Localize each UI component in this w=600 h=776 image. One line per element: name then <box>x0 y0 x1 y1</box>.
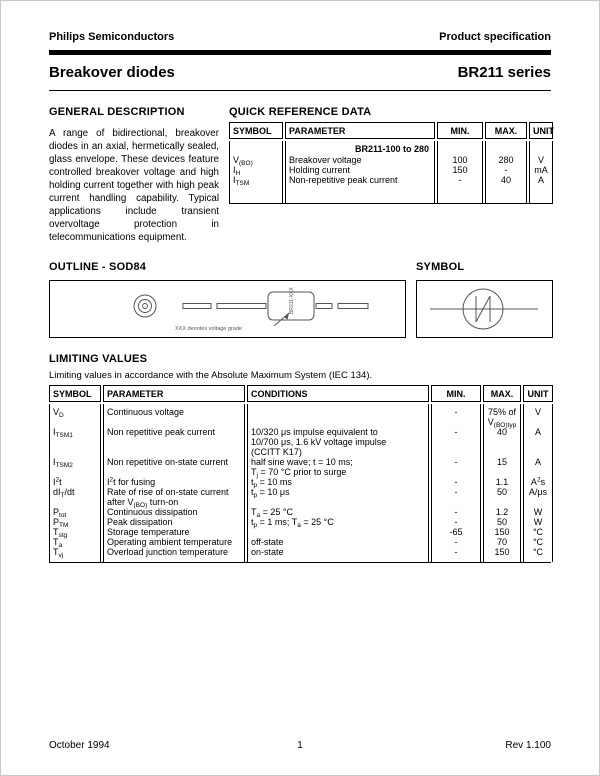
cell-min: - <box>431 477 481 487</box>
general-description-heading: GENERAL DESCRIPTION <box>49 106 185 118</box>
cell-unit: W <box>523 517 553 527</box>
limiting-table-body <box>49 404 551 563</box>
cell-parameter: Non repetitive on-state current <box>103 457 245 477</box>
main-columns <box>49 106 554 247</box>
cell-min: - <box>431 404 481 427</box>
cell-parameter: Non repetitive peak current <box>103 427 245 457</box>
cell-conditions: on-state <box>247 547 429 562</box>
column-header-parameter: PARAMETER <box>285 122 435 139</box>
cell-min: - <box>431 487 481 507</box>
table-row <box>49 457 551 477</box>
column-header-min: MIN. <box>431 385 481 402</box>
quick-reference-heading: QUICK REFERENCE DATA <box>229 106 372 118</box>
cell-parameter: Continuous dissipation <box>103 507 245 517</box>
symbol-heading: SYMBOL <box>416 261 465 273</box>
limiting-values-note: Limiting values in accordance with the Absolute Maximum System (IEC 134). <box>49 370 373 381</box>
cell-parameter: Operating ambient temperature <box>103 537 245 547</box>
cell-symbol: $dI_T/dt$ <box>49 487 101 507</box>
cell-unit: A <box>523 427 553 457</box>
footer-date: October 1994 <box>49 740 110 751</box>
circuit-symbol-box <box>416 280 553 338</box>
end-view-outer-circle <box>134 295 156 317</box>
title-row <box>49 64 551 81</box>
page-title: Breakover diodes <box>49 64 175 81</box>
column-header-symbol: SYMBOL <box>49 385 101 402</box>
cell-symbol: $V_D$ <box>49 404 101 427</box>
cell-max: 50 <box>483 517 521 527</box>
cell-max: 150 <box>483 547 521 562</box>
cell-symbol: $V_{(BO)}$ $I_H$ $I_{TSM}$ <box>229 141 283 203</box>
cell-max: 150 <box>483 527 521 537</box>
cell-unit: A <box>523 457 553 477</box>
table-row <box>49 537 551 547</box>
cell-unit: °C <box>523 537 553 547</box>
voltage-grade-note: XXX denotes voltage grade <box>175 326 242 332</box>
table-row <box>49 527 551 537</box>
table-row <box>49 487 551 507</box>
cell-conditions: $t_p = 10$ μs <box>247 487 429 507</box>
cell-symbol: $I_{TSM1}$ <box>49 427 101 457</box>
column-header-conditions: CONDITIONS <box>247 385 429 402</box>
quick-reference-table <box>229 122 553 204</box>
cell-parameter: $I^2t$ for fusing <box>103 477 245 487</box>
cell-conditions: $t_p = 10$ ms <box>247 477 429 487</box>
cell-unit: V <box>523 404 553 427</box>
footer-revision: Rev 1.100 <box>505 740 551 751</box>
general-description-section <box>49 106 219 244</box>
page-header <box>49 31 551 43</box>
cell-unit: °C <box>523 527 553 537</box>
table-row <box>49 477 551 487</box>
cell-parameter: Rate of rise of on-state current after $V_{(BO)}$ turn-on <box>103 487 245 507</box>
cell-max: 280 - 40 <box>485 141 527 203</box>
cell-symbol: $P_{tot}$ <box>49 507 101 517</box>
cell-parameter: Peak dissipation <box>103 517 245 527</box>
limiting-values-heading: LIMITING VALUES <box>49 353 148 365</box>
cell-symbol: $T_{vj}$ <box>49 547 101 562</box>
cell-symbol: $I^2t$ <box>49 477 101 487</box>
cell-max: 1.1 <box>483 477 521 487</box>
column-header-min: MIN. <box>437 122 483 139</box>
page-footer <box>49 740 551 751</box>
cell-min: -65 <box>431 527 481 537</box>
cell-symbol: $I_{TSM2}$ <box>49 457 101 477</box>
cell-conditions: half sine wave; t = 10 ms; $T_j = 70$ °C prior to surge <box>247 457 429 477</box>
limiting-values-section <box>49 353 551 563</box>
cell-conditions: 10/320 μs impulse equivalent to 10/700 μs, 1.6 kV voltage impulse (CCITT K17) <box>247 427 429 457</box>
cell-symbol: $T_a$ <box>49 537 101 547</box>
cell-conditions: off-state <box>247 537 429 547</box>
quick-table-body <box>229 141 553 204</box>
quick-reference-section <box>229 106 553 204</box>
table-row <box>49 427 551 457</box>
cell-parameter: Overload junction temperature <box>103 547 245 562</box>
footer-page-number: 1 <box>297 740 303 751</box>
cell-min: - <box>431 547 481 562</box>
cell-min: 100 150 - <box>437 141 483 203</box>
cell-min: - <box>431 507 481 517</box>
cell-symbol: $P_{TM}$ <box>49 517 101 527</box>
cell-parameter: BR211-100 to 280 Breakover voltage Holding current Non-repetitive peak current <box>285 141 435 203</box>
column-header-max: MAX. <box>483 385 521 402</box>
table-row <box>229 141 553 203</box>
table-row <box>49 404 551 427</box>
cell-symbol: $T_{stg}$ <box>49 527 101 537</box>
cell-max: 70 <box>483 537 521 547</box>
cell-min: - <box>431 427 481 457</box>
cell-min: - <box>431 517 481 527</box>
cell-unit: °C <box>523 547 553 562</box>
limiting-values-table <box>49 385 551 563</box>
doc-type-label: Product specification <box>439 31 551 43</box>
header-rule-thin <box>49 90 551 91</box>
outline-symbol-section <box>49 261 551 338</box>
cell-unit: $A^2s$ <box>523 477 553 487</box>
cell-min: - <box>431 457 481 477</box>
package-outline-box <box>49 280 406 338</box>
column-header-unit: UNIT <box>529 122 553 139</box>
column-header-max: MAX. <box>485 122 527 139</box>
cell-conditions: $t_p = 1$ ms; $T_a = 25$ °C <box>247 517 429 527</box>
package-marking: BR211-XXX <box>289 287 295 314</box>
publisher-label: Philips Semiconductors <box>49 31 175 43</box>
header-rule-thick <box>49 50 551 55</box>
cell-max: 15 <box>483 457 521 477</box>
cell-unit: A/μs <box>523 487 553 507</box>
table-row <box>49 517 551 527</box>
column-header-parameter: PARAMETER <box>103 385 245 402</box>
cell-max: 40 <box>483 427 521 457</box>
cell-max: 75% of $V_{(BO)typ}$ <box>483 404 521 427</box>
quick-table-header-row <box>229 122 553 139</box>
cell-conditions <box>247 527 429 537</box>
cell-parameter: Continuous voltage <box>103 404 245 427</box>
diode-package-drawing <box>50 281 405 337</box>
column-header-unit: UNIT <box>523 385 553 402</box>
cell-unit: W <box>523 507 553 517</box>
type-range-label: BR211-100 to 280 <box>354 144 429 154</box>
series-label: BR211 series <box>457 64 551 81</box>
cell-max: 1.2 <box>483 507 521 517</box>
cell-parameter: Storage temperature <box>103 527 245 537</box>
cell-conditions: $T_a = 25$ °C <box>247 507 429 517</box>
breakover-diode-symbol-icon <box>417 281 552 337</box>
column-header-symbol: SYMBOL <box>229 122 283 139</box>
cell-min: - <box>431 537 481 547</box>
general-description-text: A range of bidirectional, breakover diodes in an axial, hermetically sealed, glass envelope. These devices feature controlled breakover voltage and high holding current together with high peak current handling capability. Typical applications include transient overvoltage protection in telecommunications equipment. <box>49 128 219 243</box>
table-row <box>49 547 551 562</box>
outline-heading: OUTLINE - SOD84 <box>49 261 147 273</box>
limiting-table-header-row <box>49 385 551 402</box>
cell-unit: V mA A <box>529 141 553 203</box>
table-row <box>49 507 551 517</box>
cell-max: 50 <box>483 487 521 507</box>
cell-conditions <box>247 404 429 427</box>
